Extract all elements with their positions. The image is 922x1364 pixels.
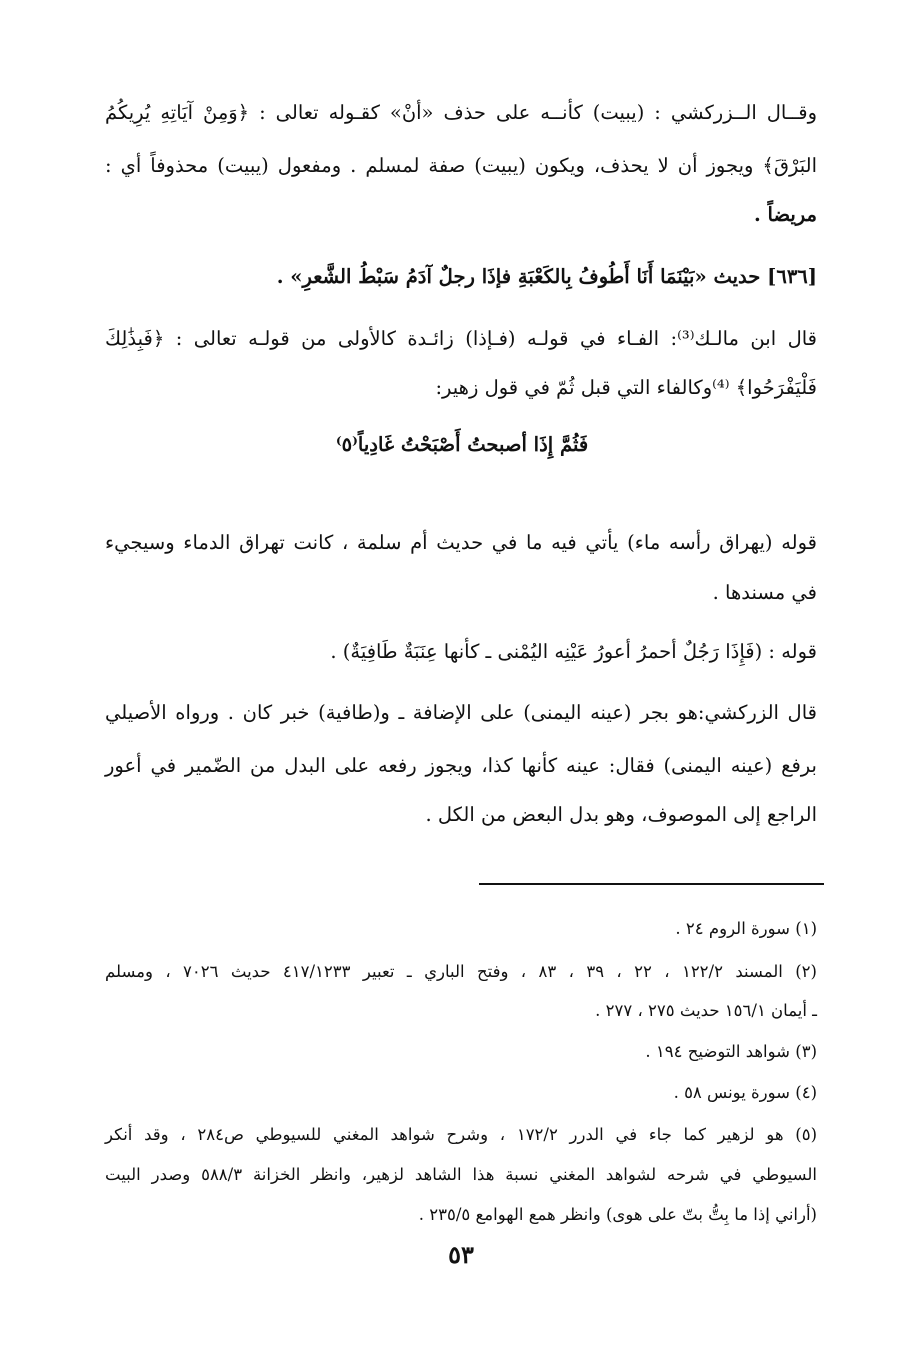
hadith-heading: [٦٣٦] حديث «بَيْنَمَا أَنَا أَطُوفُ بِالكَعْبَةِ فإذَا رجلٌ آدَمُ سَبْطُ الشَّعرِ» . [276, 265, 817, 288]
footnote: (٢) المسند ١٢٢/٢ ، ٢٢ ، ٣٩ ، ٨٣ ، وفتح الباري ـ تعبير ٤١٧/١٢٣٣ حديث ٧٠٢٦ ، ومسلم [105, 962, 817, 981]
body-line: الراجع إلى الموصوف، وهو بدل البعض من الكل . [425, 803, 817, 826]
body-line: قال الزركشي:هو بجر (عينه اليمنى) على الإضافة ـ و(طافية) خبر كان . ورواه الأصيلي [105, 701, 817, 724]
body-line: قال ابن مالـك⁽³⁾: الفـاء في قولـه (فـإذا) زائـدة كالأولى من قولـه تعالى : ﴿فَبِذَٰلِكَ [105, 327, 818, 350]
footnote: ـ أيمان ١٥٦/١ حديث ٢٧٥ ، ٢٧٧ . [595, 1001, 817, 1020]
footnote: السيوطي في شرحه لشواهد المغني نسبة هذا الشاهد لزهير، وانظر الخزانة ٥٨٨/٣ وصدر البيت [105, 1165, 817, 1184]
poetry-verse: فَثُمَّ إِذَا أصبحتُ أَصْبَحْتُ غَادِياً⁽٥⁾ [335, 433, 589, 456]
body-line: مريضاً . [753, 203, 817, 226]
body-line: البَرْقَ﴾ ويجوز أن لا يحذف، ويكون (يبيت) صفة لمسلم . ومفعول (يبيت) محذوفاً أي : [105, 154, 817, 177]
footnote: (٣) شواهد التوضيح ١٩٤ . [645, 1042, 817, 1061]
footnote: (١) سورة الروم ٢٤ . [675, 919, 817, 938]
body-line: فَلْيَفْرَحُوا﴾ ⁽⁴⁾وكالفاء التي قبل ثُمّ في قول زهير: [435, 376, 817, 399]
body-line: قوله (يهراق رأسه ماء) يأتي فيه ما في حديث أم سلمة ، كانت تهراق الدماء وسيجيء [105, 531, 817, 554]
body-line: قوله : (فَإِذَا رَجُلٌ أحمرُ أعورُ عَيْنِه اليُمْنى ـ كأنها عِنَبَةٌ طَافِيَةٌ) . [330, 640, 817, 663]
footnote: (أراني إذا ما بِتُّ بتّ على هوى) وانظر همع الهوامع ٢٣٥/٥ . [418, 1205, 817, 1224]
footnote: (٥) هو لزهير كما جاء في الدرر ١٧٢/٢ ، وشرح شواهد المغني للسيوطي ص٢٨٤ ، وقد أنكر [105, 1125, 817, 1144]
footnote-separator [479, 883, 824, 885]
page-number: ٥٣ [448, 1240, 474, 1269]
body-line: في مسندها . [712, 581, 817, 604]
footnote: (٤) سورة يونس ٥٨ . [673, 1083, 817, 1102]
body-line: وقــال الــزركشي : (يبيت) كأنــه على حذف «أنْ» كقـوله تعالى : ﴿وَمِنْ آيَاتِهِ يُرِيكُمُ [105, 101, 817, 124]
body-line: برفع (عينه اليمنى) فقال: عينه كأنها كذا، ويجوز رفعه على البدل من الضّمير في أعور [105, 754, 817, 777]
